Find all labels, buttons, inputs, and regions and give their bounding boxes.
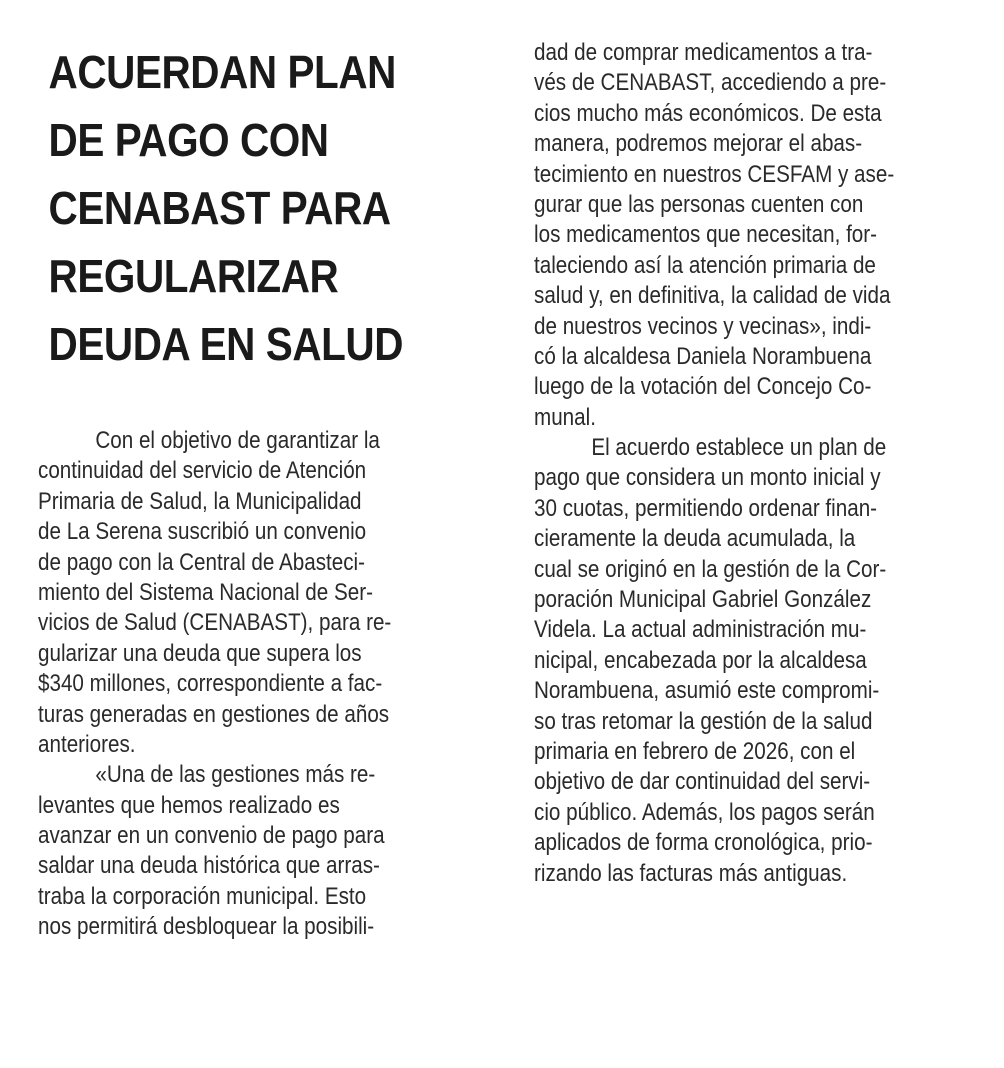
text-line: vés de CENABAST, accediendo a pre- xyxy=(534,69,887,97)
text-line: Norambuena, asumió este compromi- xyxy=(534,677,880,705)
text-line: gurar que las personas cuenten con xyxy=(534,190,864,218)
text-line: vicios de Salud (CENABAST), para re- xyxy=(38,609,392,637)
text-line: aplicados de forma cronológica, prio- xyxy=(534,829,873,857)
text-line: so tras retomar la gestión de la salud xyxy=(534,707,873,735)
left-column xyxy=(38,38,478,941)
text-line: dad de comprar medicamentos a tra- xyxy=(534,39,873,66)
text-line: Videla. La actual administración mu- xyxy=(534,616,867,644)
left-body-text xyxy=(38,426,478,943)
text-line: saldar una deuda histórica que arras- xyxy=(38,852,380,880)
text-line: munal. xyxy=(534,403,596,431)
text-line: rizando las facturas más antiguas. xyxy=(534,859,848,887)
text-line: cual se originó en la gestión de la Cor- xyxy=(534,555,887,583)
text-line: 30 cuotas, permitiendo ordenar finan- xyxy=(534,494,878,522)
text-line: taleciendo así la atención primaria de xyxy=(534,251,876,279)
text-line: «Una de las gestiones más re- xyxy=(38,761,376,789)
text-line: de pago con la Central de Abasteci- xyxy=(38,548,366,576)
text-line: de La Serena suscribió un convenio xyxy=(38,518,367,546)
text-line: de nuestros vecinos y vecinas», indi- xyxy=(534,312,872,340)
text-line: El acuerdo establece un plan de xyxy=(534,434,887,462)
text-line: pago que considera un monto inicial y xyxy=(534,464,881,492)
text-line: continuidad del servicio de Atención xyxy=(38,457,367,485)
text-line: gularizar una deuda que supera los xyxy=(38,639,362,667)
headline-line: DEUDA EN SALUD xyxy=(48,318,403,370)
text-line: traba la corporación municipal. Esto xyxy=(38,882,367,910)
text-line: cieramente la deuda acumulada, la xyxy=(534,525,856,553)
right-column xyxy=(534,38,974,889)
text-line: cios mucho más económicos. De esta xyxy=(534,99,882,127)
text-line: cio público. Además, los pagos serán xyxy=(534,798,875,826)
text-line: avanzar en un convenio de pago para xyxy=(38,822,385,850)
text-line: anteriores. xyxy=(38,730,136,758)
text-line: primaria en febrero de 2026, con el xyxy=(534,737,856,765)
text-line: manera, podremos mejorar el abas- xyxy=(534,130,863,158)
text-line: $340 millones, correspondiente a fac- xyxy=(38,670,383,698)
text-line: miento del Sistema Nacional de Ser- xyxy=(38,578,373,606)
text-line: có la alcaldesa Daniela Norambuena xyxy=(534,342,872,370)
article-headline xyxy=(38,38,425,378)
text-line: turas generadas en gestiones de años xyxy=(38,700,390,728)
headline-line: DE PAGO CON xyxy=(48,114,329,166)
text-line: Primaria de Salud, la Municipalidad xyxy=(38,487,362,515)
text-line: objetivo de dar continuidad del servi- xyxy=(534,768,871,796)
text-line: nicipal, encabezada por la alcaldesa xyxy=(534,646,867,674)
text-line: levantes que hemos realizado es xyxy=(38,791,340,819)
headline-line: CENABAST PARA xyxy=(48,182,391,234)
headline-line: REGULARIZAR xyxy=(48,250,339,302)
text-line: nos permitirá desbloquear la posibili- xyxy=(38,913,375,941)
text-line: salud y, en definitiva, la calidad de vida xyxy=(534,282,891,310)
headline-line: ACUERDAN PLAN xyxy=(48,46,396,98)
text-line: tecimiento en nuestros CESFAM y ase- xyxy=(534,160,895,188)
text-line: luego de la votación del Concejo Co- xyxy=(534,373,872,401)
text-line: poración Municipal Gabriel González xyxy=(534,586,872,614)
text-line: Con el objetivo de garantizar la xyxy=(38,427,380,454)
text-line: los medicamentos que necesitan, for- xyxy=(534,221,878,249)
